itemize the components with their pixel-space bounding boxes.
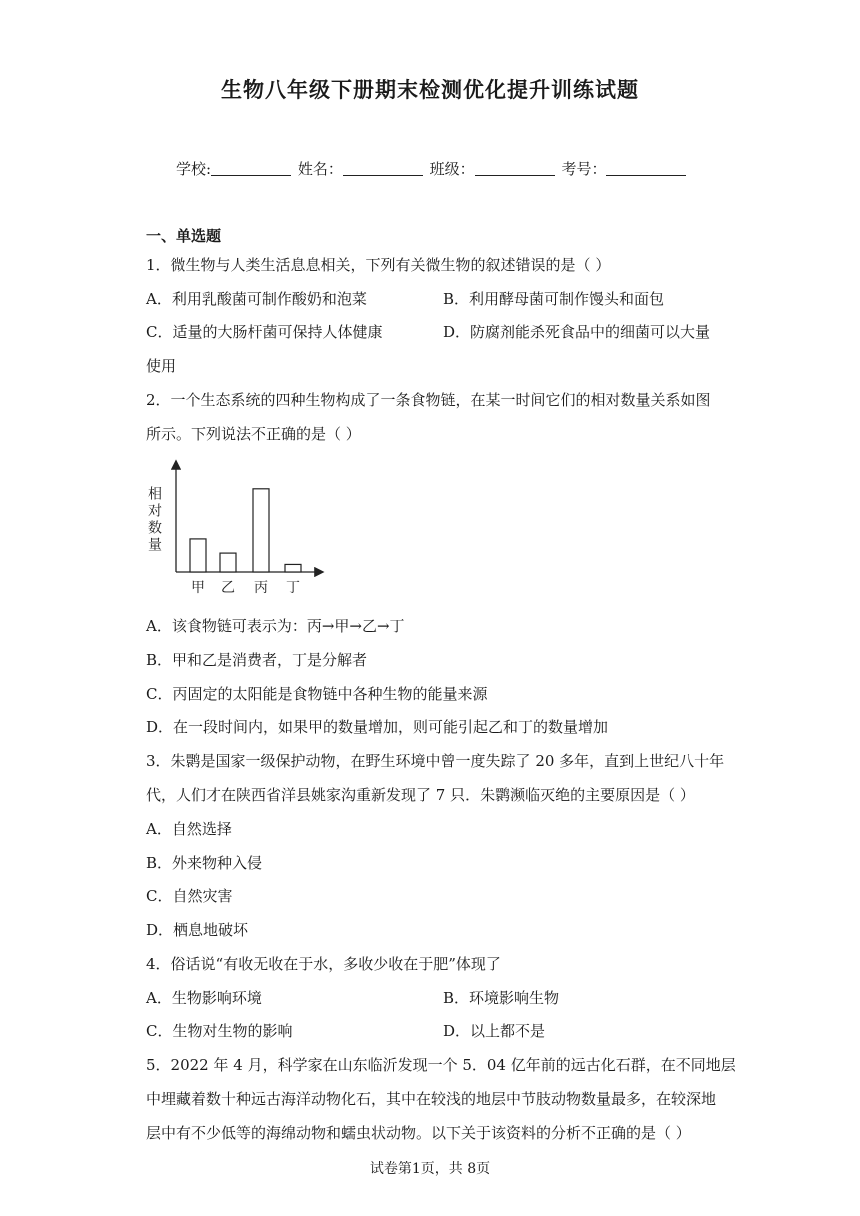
- q2-option-b: B．甲和乙是消费者，丁是分解者: [146, 651, 368, 669]
- exam-no-blank[interactable]: [606, 161, 686, 176]
- q4-option-d: D．以上都不是: [443, 1022, 546, 1040]
- x-tick-label-4: 丁: [286, 580, 300, 596]
- q3-option-c: C．自然灾害: [146, 887, 233, 905]
- q4-option-a: A．生物影响环境: [146, 989, 262, 1007]
- x-tick-label-1: 甲: [191, 580, 205, 596]
- page-title: 生物八年级下册期末检测优化提升训练试题: [221, 78, 639, 102]
- relative-quantity-bar-chart: [146, 458, 330, 598]
- q1-option-b: B．利用酵母菌可制作馒头和面包: [443, 290, 665, 308]
- bar-1: [190, 539, 206, 572]
- x-tick-label-2: 乙: [221, 580, 235, 596]
- bar-3: [253, 489, 269, 572]
- q2-stem-line2: 所示。下列说法不正确的是（ ）: [146, 425, 361, 443]
- q4-stem: 4．俗话说“有收无收在于水，多收少收在于肥”体现了: [146, 955, 501, 973]
- x-tick-labels: [191, 580, 300, 596]
- q1-option-d: D．防腐剂能杀死食品中的细菌可以大量: [443, 323, 711, 341]
- q2-stem-line1: 2．一个生态系统的四种生物构成了一条食物链，在某一时间它们的相对数量关系如图: [146, 391, 711, 409]
- y-axis-label-text: 相对数量: [146, 486, 162, 554]
- page-footer: 试卷第1页，共 8页: [369, 1161, 491, 1177]
- name-blank[interactable]: [343, 161, 423, 176]
- q5-stem-line3: 层中有不少低等的海绵动物和蠕虫状动物。以下关于该资料的分析不正确的是（ ）: [146, 1124, 691, 1142]
- q5-stem-line2: 中埋藏着数十种远古海洋动物化石，其中在较浅的地层中节肢动物数量最多，在较深地: [146, 1090, 717, 1108]
- q2-option-d: D．在一段时间内，如果甲的数量增加，则可能引起乙和丁的数量增加: [146, 718, 609, 736]
- q4-option-b: B．环境影响生物: [443, 989, 560, 1007]
- q4-option-c: C．生物对生物的影响: [146, 1022, 293, 1040]
- class-label: 班级：: [429, 160, 475, 178]
- section-title: 一、单选题: [146, 227, 222, 245]
- bars: [190, 489, 301, 572]
- student-info-line: [176, 158, 688, 179]
- q1-option-c: C．适量的大肠杆菌可保持人体健康: [146, 323, 383, 341]
- name-label: 姓名：: [297, 160, 343, 178]
- school-blank[interactable]: [211, 161, 291, 176]
- q1-option-d-cont: 使用: [146, 357, 177, 375]
- y-axis-label: [146, 485, 162, 554]
- q5-stem-line1: 5．2022 年 4 月，科学家在山东临沂发现一个 5．04 亿年前的远古化石群，在不同地层: [146, 1056, 736, 1074]
- q3-option-a: A．自然选择: [146, 820, 232, 838]
- q3-stem-line1: 3．朱鹮是国家一级保护动物，在野生环境中曾一度失踪了 20 多年，直到上世纪八十年: [146, 752, 725, 770]
- bar-4: [285, 564, 301, 572]
- school-label: 学校:: [176, 160, 212, 178]
- x-tick-label-3: 丙: [254, 580, 268, 596]
- exam-no-label: 考号：: [561, 160, 607, 178]
- q3-stem-line2: 代，人们才在陕西省洋县姚家沟重新发现了 7 只．朱鹮濒临灭绝的主要原因是（ ）: [146, 786, 695, 804]
- q1-option-a: A．利用乳酸菌可制作酸奶和泡菜: [146, 290, 367, 308]
- q1-stem: 1．微生物与人类生活息息相关，下列有关微生物的叙述错误的是（ ）: [146, 256, 611, 274]
- q3-option-b: B．外来物种入侵: [146, 854, 263, 872]
- q2-option-a: A．该食物链可表示为：丙→甲→乙→丁: [146, 617, 405, 635]
- q2-option-c: C．丙固定的太阳能是食物链中各种生物的能量来源: [146, 685, 488, 703]
- bar-2: [220, 553, 236, 572]
- class-blank[interactable]: [475, 161, 555, 176]
- q3-option-d: D．栖息地破坏: [146, 921, 249, 939]
